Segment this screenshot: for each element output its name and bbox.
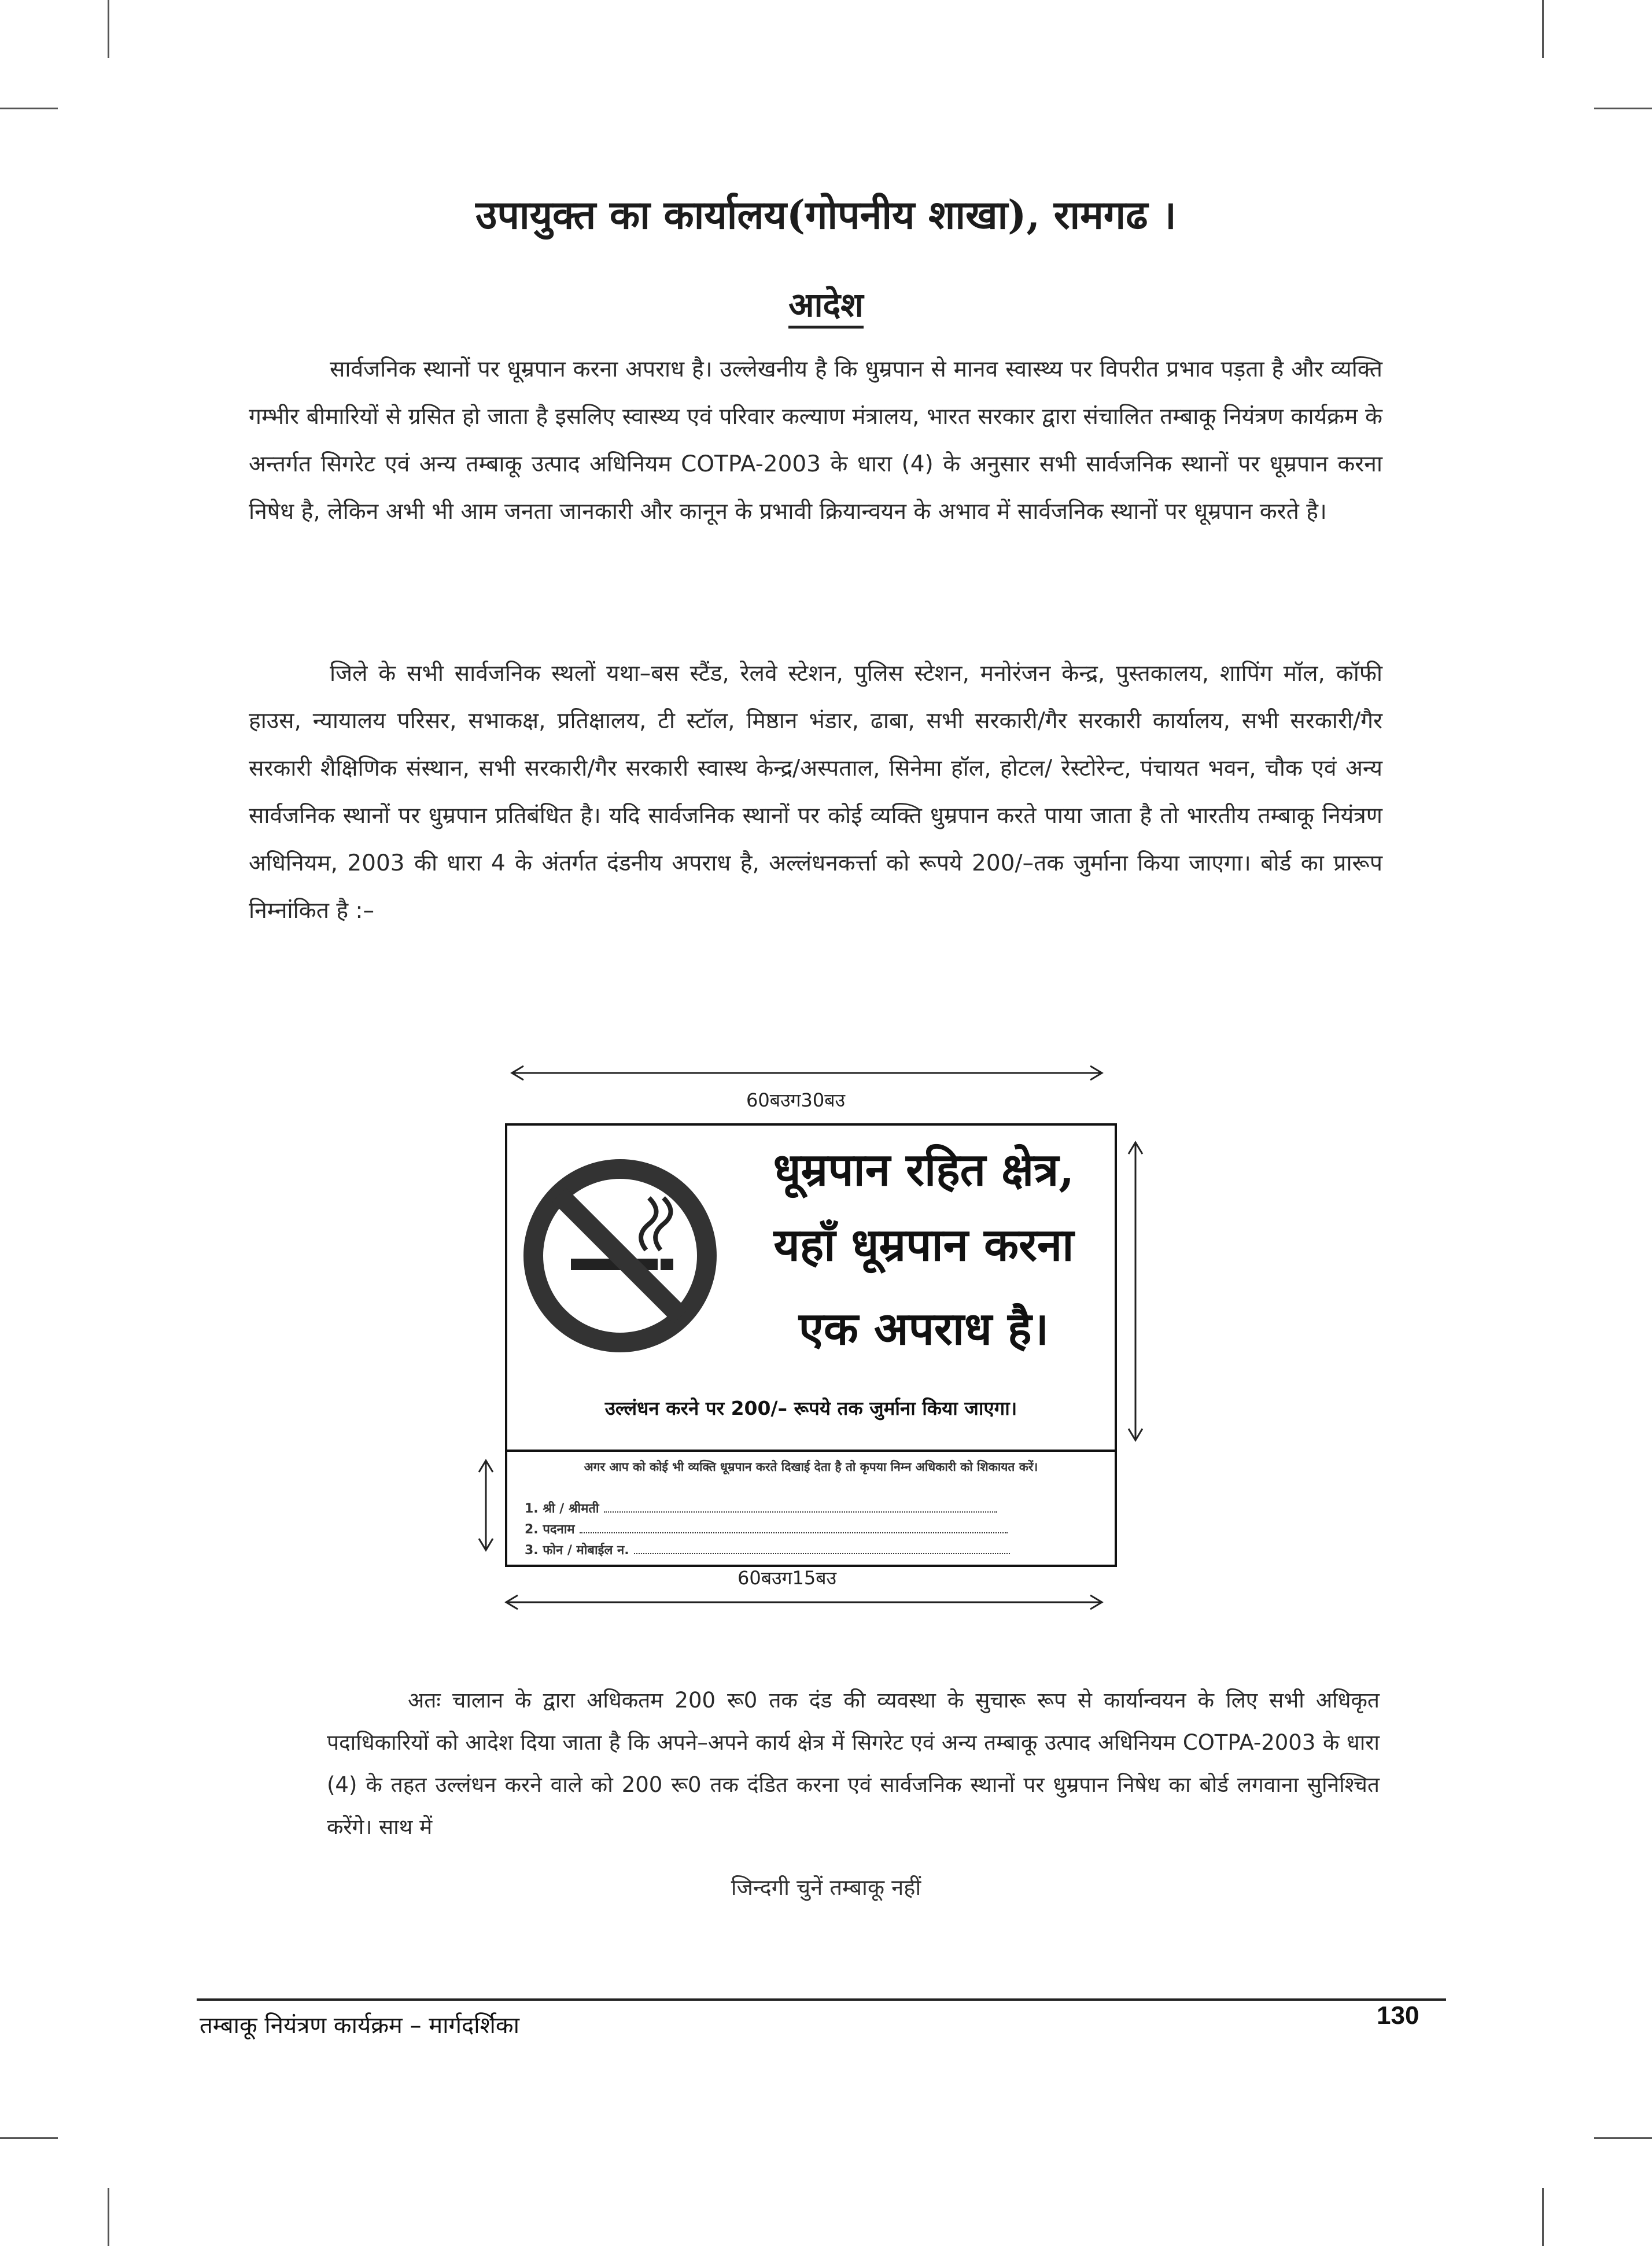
board-line-3: एक अपराध है।	[798, 1303, 1049, 1355]
paragraph-3	[327, 1679, 1380, 1848]
form-row-name-label: 1. श्री / श्रीमती	[525, 1502, 599, 1516]
board-line-2: यहाँ धूम्रपान करना	[773, 1219, 1074, 1271]
form-row-designation	[525, 1520, 1008, 1537]
crop-mark	[1594, 108, 1652, 109]
motto: जिन्दगी चुनें तम्बाकू नहीं	[731, 1875, 921, 1900]
order-heading	[0, 281, 1652, 326]
no-smoking-icon	[522, 1157, 718, 1354]
paragraph-2-text: जिले के सभी सार्वजनिक स्थलों यथा–बस स्टैंड, रेलवे स्टेशन, पुलिस स्टेशन, मनोरंजन केन्द्र, पुस्तकालय, शापिंग मॉल, कॉफी हाउस, न्यायालय परिसर, सभाकक्ष, प्रतिक्षालय, टी स्टॉल, मिष्ठान भंडार, ढाबा, सभी सरकारी/गैर सरकारी कार्यालय, सभी सरकारी/गैर सरकारी शैक्षिणिक संस्थान, सभी सरकारी/गैर सरकारी स्वास्थ केन्द्र/अस्पताल, सिनेमा हॉल, होटल/ रेस्टोरेन्ट, पंचायत भवन, चौक एवं अन्य सार्वजनिक स्थानों पर धुम्रपान प्रतिबंधित है। यदि सार्वजनिक स्थानों पर कोई व्यक्ति धुम्रपान करते पाया जाता है तो भारतीय तम्बाकू नियंत्रण अधिनियम, 2003 की धारा 4 के अंतर्गत दंडनीय अपराध है, अल्लंधनकर्त्ता को रूपये 200/–तक जुर्माना किया जाएगा। बोर्ड का प्रारूप निम्नांकित है :–	[249, 661, 1382, 924]
paragraph-3-text: अतः चालान के द्वारा अधिकतम 200 रू0 तक दंड की व्यवस्था के सुचारू रूप से कार्यान्वयन के लिए सभी अधिकृत पदाधिकारियों को आदेश दिया जाता है कि अपने–अपने कार्य क्षेत्र में सिगरेट एवं अन्य तम्बाकू उत्पाद अधिनियम COTPA-2003 के धारा (4) के तहत उल्लंधन करने वाले को 200 रू0 तक दंडित करना एवं सार्वजनिक स्थानों पर धुम्रपान निषेध का बोर्ड लगवाना सुनिश्चित करेंगे। साथ में	[327, 1688, 1380, 1839]
board-fine-line: उल्लंधन करने पर 200/– रूपये तक जुर्माना किया जाएगा।	[604, 1397, 1017, 1419]
crop-mark	[0, 2137, 58, 2139]
form-row-phone-label: 3. फोन / मोबाईल न.	[525, 1543, 629, 1558]
crop-mark	[108, 0, 109, 58]
order-heading-text: आदेश	[788, 285, 864, 329]
crop-mark	[108, 2188, 109, 2246]
crop-mark	[1594, 2137, 1652, 2139]
crop-mark	[1542, 2188, 1544, 2246]
form-row-designation-label: 2. पदनाम	[525, 1522, 575, 1537]
complaint-form-panel	[505, 1450, 1117, 1567]
footer-divider	[197, 1998, 1446, 2001]
form-heading: अगर आप को कोई भी व्यक्ति धूम्रपान करते दिखाई देता है तो कृपया निम्न अधिकारी को शिकायत करें।	[584, 1460, 1038, 1474]
crop-mark	[1542, 0, 1544, 58]
board-line-1: धूम्रपान रहित क्षेत्र,	[773, 1144, 1075, 1196]
bottom-dimension-label: 60बउग15बउ	[738, 1567, 837, 1589]
paragraph-2	[249, 650, 1382, 935]
paragraph-1-text: सार्वजनिक स्थानों पर धूम्रपान करना अपराध है। उल्लेखनीय है कि धुम्रपान से मानव स्वास्थ्य पर विपरीत प्रभाव पड़ता है और व्यक्ति गम्भीर बीमारियों से ग्रसित हो जाता है इसलिए स्वास्थ्य एवं परिवार कल्याण मंत्रालय, भारत सरकार द्वारा संचालित तम्बाकू नियंत्रण कार्यक्रम के अन्तर्गत सिगरेट एवं अन्य तम्बाकू उत्पाद अधिनियम COTPA-2003 के धारा (4) के अनुसार सभी सार्वजनिक स्थानों पर धूम्रपान करना निषेध है, लेकिन अभी भी आम जनता जानकारी और कानून के प्रभावी क्रियान्वयन के अभाव में सार्वजनिक स्थानों पर धूम्रपान करते है।	[249, 356, 1382, 525]
no-smoking-board	[505, 1123, 1117, 1458]
crop-mark	[0, 108, 58, 109]
footer-title: तम्बाकू नियंत्रण कार्यक्रम – मार्गदर्शिका	[200, 2012, 519, 2039]
form-row-name	[525, 1499, 997, 1517]
page-number: 130	[1377, 2001, 1419, 2030]
top-dimension-label: 60बउग30बउ	[746, 1089, 846, 1111]
page-title: उपायुक्त का कार्यालय(गोपनीय शाखा), रामगढ ।	[475, 192, 1177, 238]
form-row-phone	[525, 1541, 1010, 1558]
paragraph-1	[249, 346, 1382, 536]
